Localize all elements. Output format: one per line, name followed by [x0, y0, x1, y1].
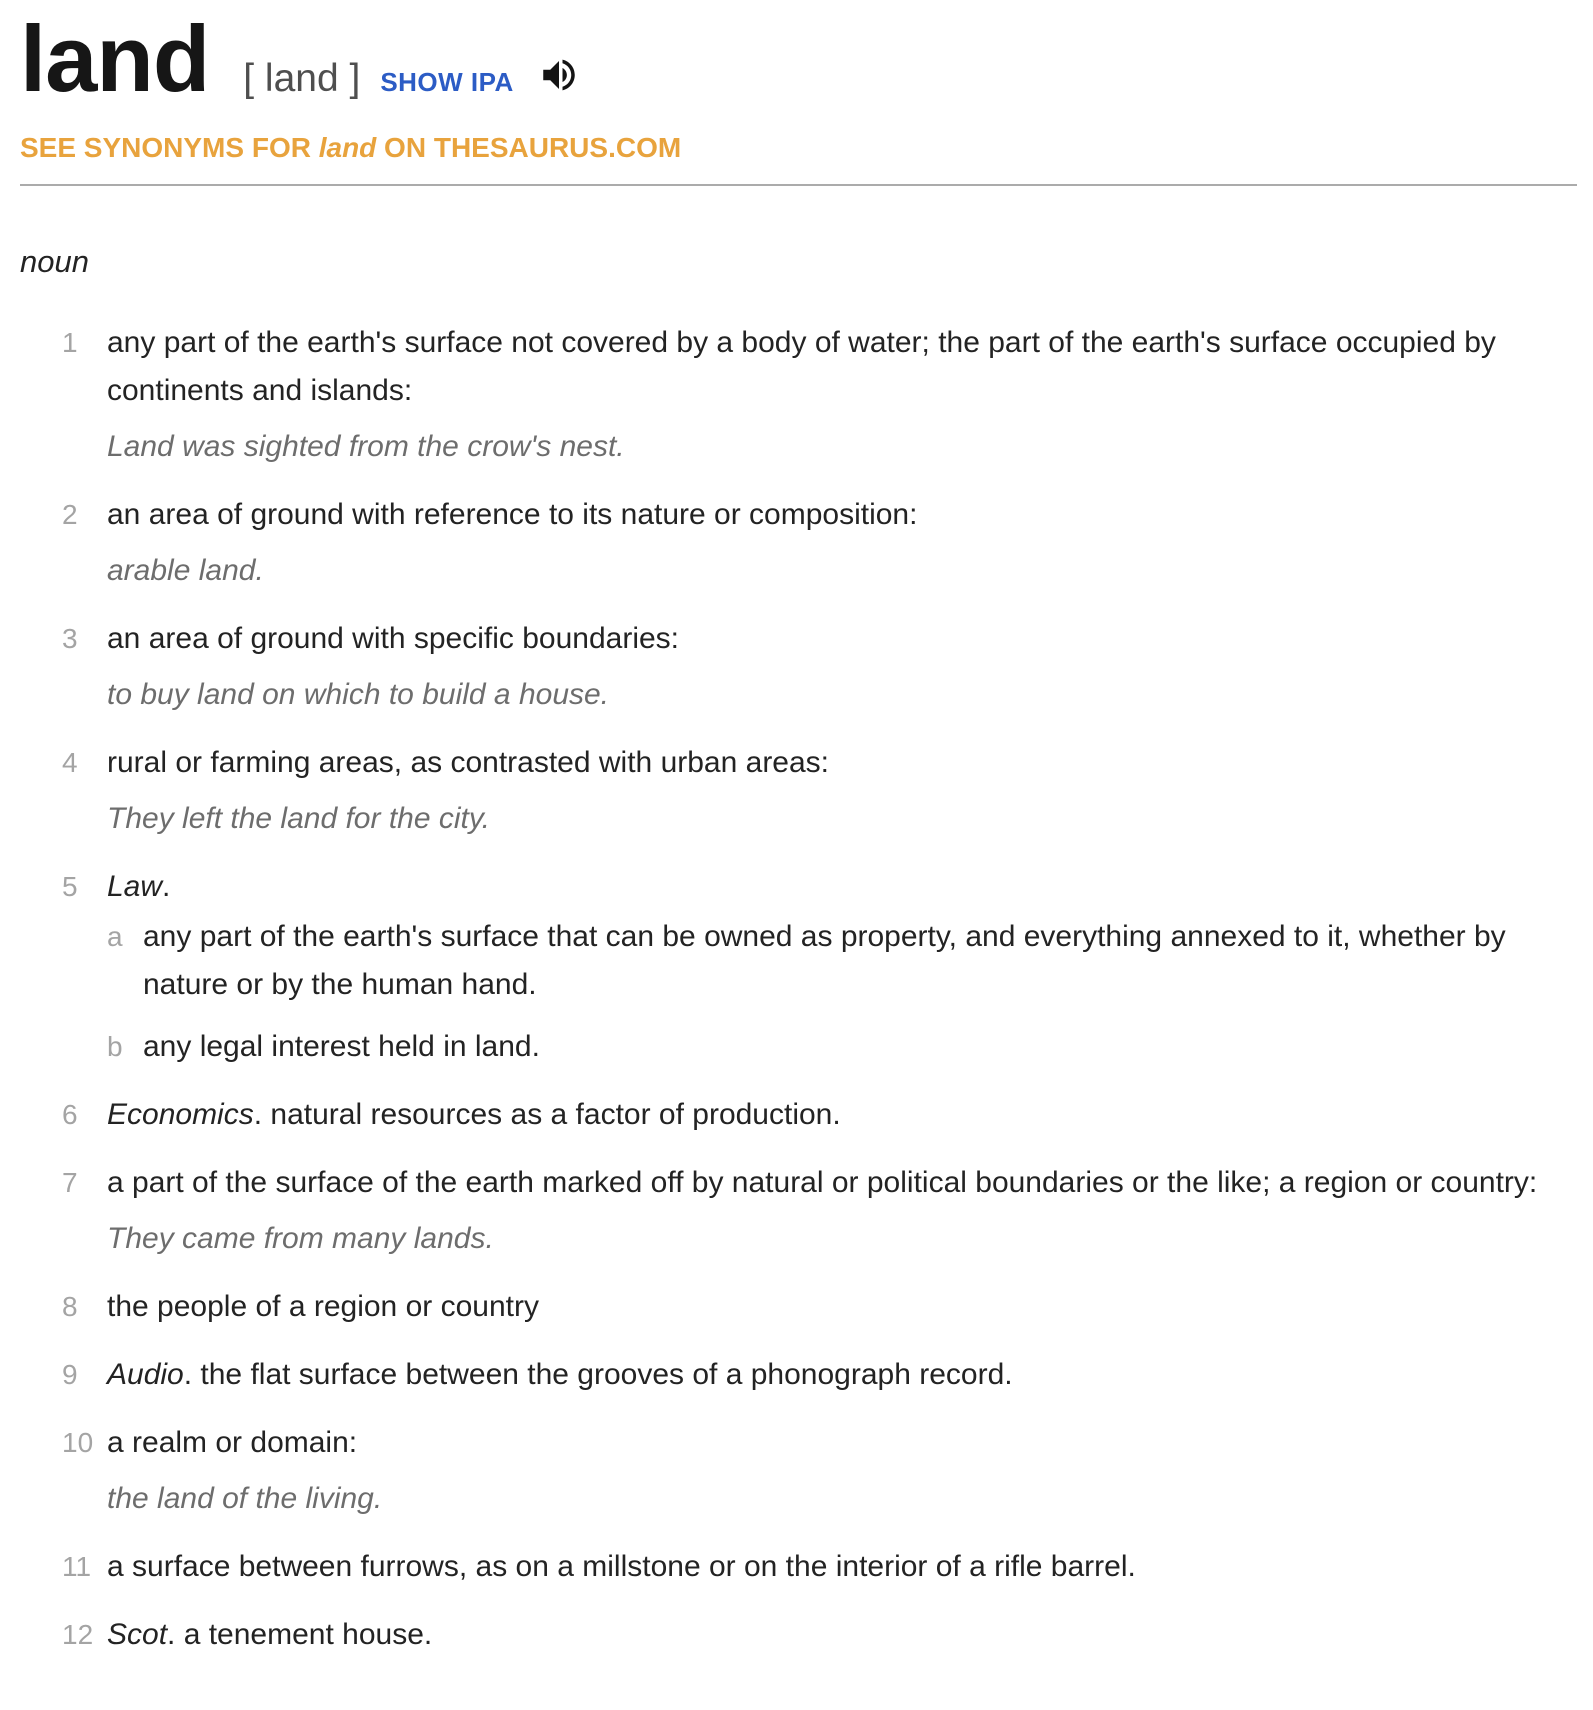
definition-item: [20, 1091, 1577, 1139]
definition-item: [20, 863, 1577, 1071]
definition-example: They left the land for the city.: [107, 802, 490, 835]
definition-body: [107, 739, 1577, 843]
definition-number: 5: [62, 871, 78, 902]
definition-text: a surface between furrows, as on a millstone or on the interior of a rifle barrel.: [107, 1550, 1136, 1583]
definition-example: to buy land on which to build a house.: [107, 678, 610, 711]
definition-text: an area of ground with specific boundaries:: [107, 622, 680, 655]
subitem-letter: b: [107, 1031, 123, 1062]
entry-header: [20, 6, 1577, 111]
definition-number: 8: [62, 1291, 78, 1322]
definition-subitem: [107, 1023, 1577, 1071]
definition-number: 3: [62, 623, 78, 654]
definition-number: 12: [62, 1619, 94, 1650]
definition-text: any part of the earth's surface not covered by a body of water; the part of the earth's surface occupied by continents and islands:: [107, 326, 1496, 407]
definitions-list: [20, 319, 1577, 1659]
thesaurus-link-suffix: ON THESAURUS.COM: [376, 132, 682, 163]
definition-text: the people of a region or country: [107, 1290, 539, 1323]
definition-body: [107, 491, 1577, 595]
definition-subitem: [107, 913, 1577, 1009]
definition-text: a part of the surface of the earth marked off by natural or political boundaries or the like; a region or country:: [107, 1166, 1538, 1199]
definition-number: 9: [62, 1359, 78, 1390]
definition-number: 11: [62, 1551, 92, 1582]
definition-body: [107, 1543, 1577, 1591]
definition-item: [20, 739, 1577, 843]
definition-text: Economics. natural resources as a factor of production.: [107, 1098, 841, 1131]
thesaurus-link-word: land: [318, 132, 377, 163]
definition-body: [107, 863, 1577, 1071]
definition-body: [107, 1091, 1577, 1139]
definition-number: 1: [62, 327, 78, 358]
thesaurus-link-prefix: SEE SYNONYMS FOR: [20, 132, 319, 163]
definition-body: [107, 1159, 1577, 1263]
subitem-text: any legal interest held in land.: [143, 1030, 540, 1063]
definition-label: Law: [107, 870, 163, 903]
definition-body: [107, 615, 1577, 719]
definition-item: [20, 1543, 1577, 1591]
definition-number: 2: [62, 499, 78, 530]
definition-text: Scot. a tenement house.: [107, 1618, 433, 1651]
definition-example: Land was sighted from the crow's nest.: [107, 430, 625, 463]
definition-text: a realm or domain:: [107, 1426, 358, 1459]
pronunciation: [ land ]: [243, 57, 361, 100]
definition-item: [20, 319, 1577, 471]
definition-body: [107, 1611, 1577, 1659]
show-ipa-button[interactable]: SHOW IPA: [380, 67, 514, 97]
definition-item: [20, 491, 1577, 595]
subitem-letter: a: [107, 921, 123, 952]
definition-item: [20, 1159, 1577, 1263]
definition-item: [20, 1351, 1577, 1399]
definition-example: They came from many lands.: [107, 1222, 494, 1255]
definition-number: 6: [62, 1099, 78, 1130]
volume-icon[interactable]: [538, 54, 580, 101]
definition-body: [107, 319, 1577, 471]
divider: [20, 184, 1577, 186]
definition-body: [107, 1351, 1577, 1399]
subitem-text: any part of the earth's surface that can be owned as property, and everything annexed to it, whether by nature or by the human hand.: [143, 920, 1506, 1001]
definition-example: the land of the living.: [107, 1482, 383, 1515]
definition-item: [20, 1419, 1577, 1523]
definition-label: Economics: [107, 1098, 254, 1131]
definition-body: [107, 1283, 1577, 1331]
definition-number: 7: [62, 1167, 78, 1198]
definition-number: 4: [62, 747, 78, 778]
definition-body: [107, 1419, 1577, 1523]
definition-label: Scot: [107, 1618, 168, 1651]
part-of-speech: noun: [20, 244, 89, 279]
definition-text: an area of ground with reference to its nature or composition:: [107, 498, 918, 531]
definition-text: Audio. the flat surface between the grooves of a phonograph record.: [107, 1358, 1013, 1391]
definition-number: 10: [62, 1427, 94, 1458]
headword: land: [20, 6, 210, 111]
thesaurus-link[interactable]: [20, 132, 681, 164]
definition-item: [20, 615, 1577, 719]
definition-item: [20, 1283, 1577, 1331]
definition-label: Audio: [107, 1358, 184, 1391]
definition-text: rural or farming areas, as contrasted with urban areas:: [107, 746, 830, 779]
definition-example: arable land.: [107, 554, 264, 587]
definition-text: Law.: [107, 870, 171, 903]
definition-item: [20, 1611, 1577, 1659]
